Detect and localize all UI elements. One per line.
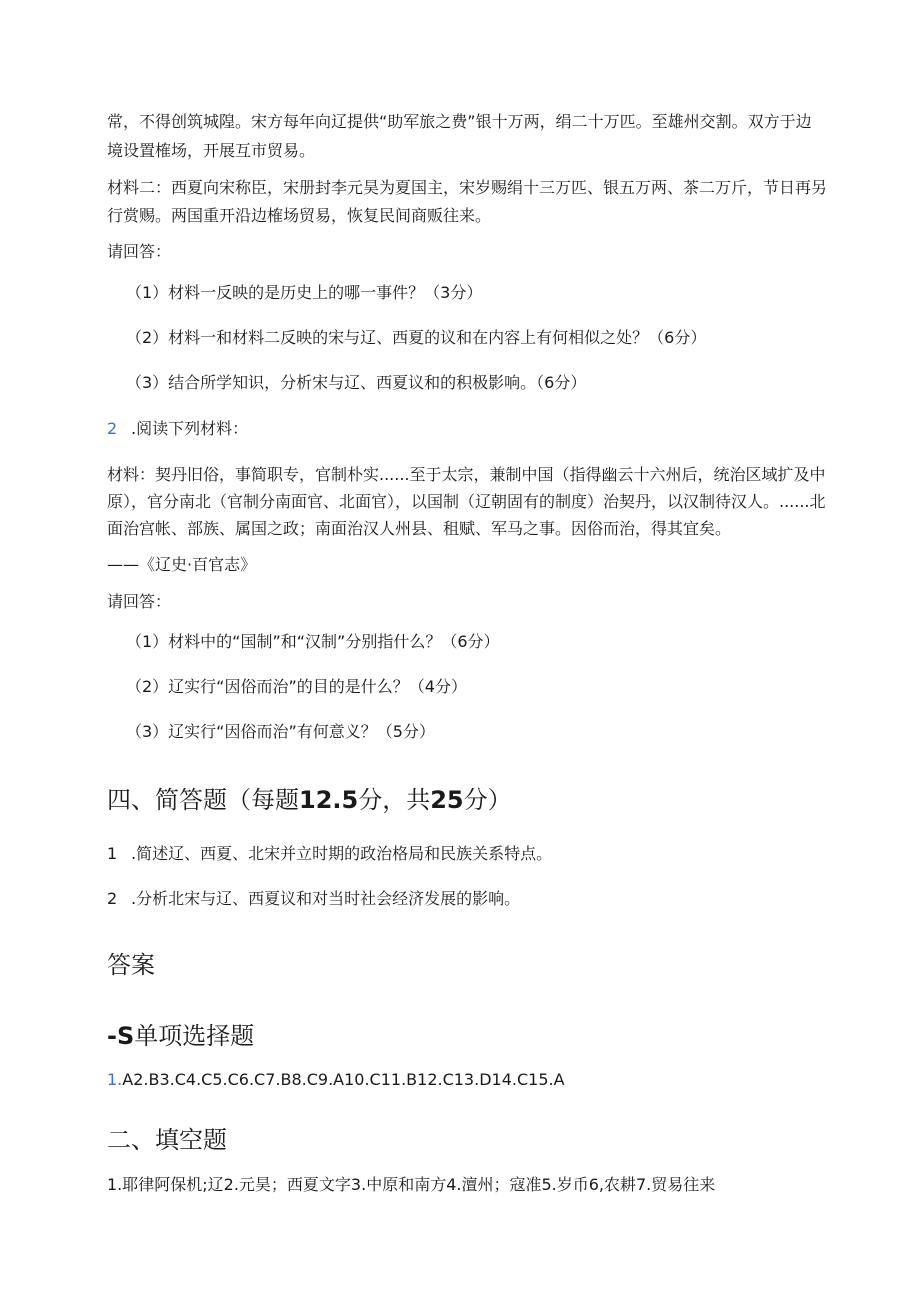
answer-section-1-first: 1.	[107, 1070, 123, 1089]
material-3-line-3: 面治宫帐、部族、属国之政；南面治汉人州县、租赋、军马之事。因俗而治，得其宜矣。	[107, 519, 732, 538]
question-2-item-2: （2）辽实行“因俗而治”的目的是什么？（4分）	[126, 677, 467, 696]
material-1-line-1: 常，不得创筑城隍。宋方每年向辽提供“助军旅之费”银十万两，绢二十万匹。至雄州交割。双方于边	[107, 112, 812, 131]
question-2-number: 2	[107, 419, 118, 438]
question-1-prompt: 请回答：	[107, 242, 172, 261]
material-3-line-2: 原），官分南北（官制分南面官、北面官），以国制（辽朝固有的制度）治契丹，以汉制待汉人。......北	[107, 492, 826, 511]
section-4-question-2-number: 2	[107, 889, 118, 908]
material-1-line-2: 境设置榷场，开展互市贸易。	[107, 141, 316, 160]
question-2-heading	[107, 419, 248, 439]
question-2-prompt: 请回答：	[107, 592, 172, 611]
material-2-line-1: 材料二：西夏向宋称臣，宋册封李元昊为夏国主，宋岁赐绢十三万匹、银五万两、茶二万斤，节日再另	[107, 178, 828, 197]
material-2-line-2: 行赏赐。两国重开沿边榷场贸易，恢复民间商贩往来。	[107, 206, 492, 225]
section-4-heading-suffix: 分）	[463, 786, 512, 814]
question-1-item-1: （1）材料一反映的是历史上的哪一事件？（3分）	[126, 283, 483, 302]
question-2-title: .阅读下列材料：	[131, 419, 249, 438]
question-1-item-3: （3）结合所学知识，分析宋与辽、西夏议和的积极影响。（6分）	[126, 373, 587, 392]
section-4-heading-mid: 分，共	[358, 786, 431, 814]
question-2-item-1: （1）材料中的“国制”和“汉制”分别指什么？（6分）	[126, 632, 500, 651]
answer-section-2-heading: 二、填空题	[107, 1126, 227, 1154]
section-4-question-1	[107, 844, 552, 864]
section-4-question-2	[107, 889, 520, 909]
material-3-line-1: 材料：契丹旧俗，事简职专，官制朴实......至于太宗，兼制中国（指得幽云十六州后，统治区域扩及中	[107, 465, 826, 484]
section-4-heading	[107, 785, 512, 815]
answer-section-2-body: 1.耶律阿保机;辽2.元昊；西夏文字3.中原和南方4.澶州；寇准5.岁币6,农耕7.贸易往来	[107, 1175, 716, 1194]
answer-section-1-prefix: -S	[107, 1022, 135, 1050]
section-4-score-per-question: 12.5	[299, 786, 359, 814]
answer-title: 答案	[107, 951, 155, 979]
section-4-question-1-number: 1	[107, 844, 118, 863]
section-4-question-2-text: .分析北宋与辽、西夏议和对当时社会经济发展的影响。	[131, 889, 521, 908]
answer-section-1-heading	[107, 1021, 254, 1051]
question-1-item-2: （2）材料一和材料二反映的宋与辽、西夏的议和在内容上有何相似之处？（6分）	[126, 328, 707, 347]
section-4-question-1-text: .简述辽、西夏、北宋并立时期的政治格局和民族关系特点。	[131, 844, 553, 863]
question-2-item-3: （3）辽实行“因俗而治”有何意义？（5分）	[126, 722, 435, 741]
material-3-source: ——《辽史·百官志》	[107, 555, 257, 574]
answer-section-1-title: 单项选择题	[134, 1022, 255, 1050]
section-4-heading-prefix: 四、简答题（每题	[107, 786, 299, 814]
section-4-total-score: 25	[430, 786, 464, 814]
answer-section-1-body	[107, 1070, 565, 1090]
answer-section-1-rest: A2.B3.C4.C5.C6.C7.B8.C9.A10.C11.B12.C13.D14.C15.A	[122, 1070, 565, 1089]
